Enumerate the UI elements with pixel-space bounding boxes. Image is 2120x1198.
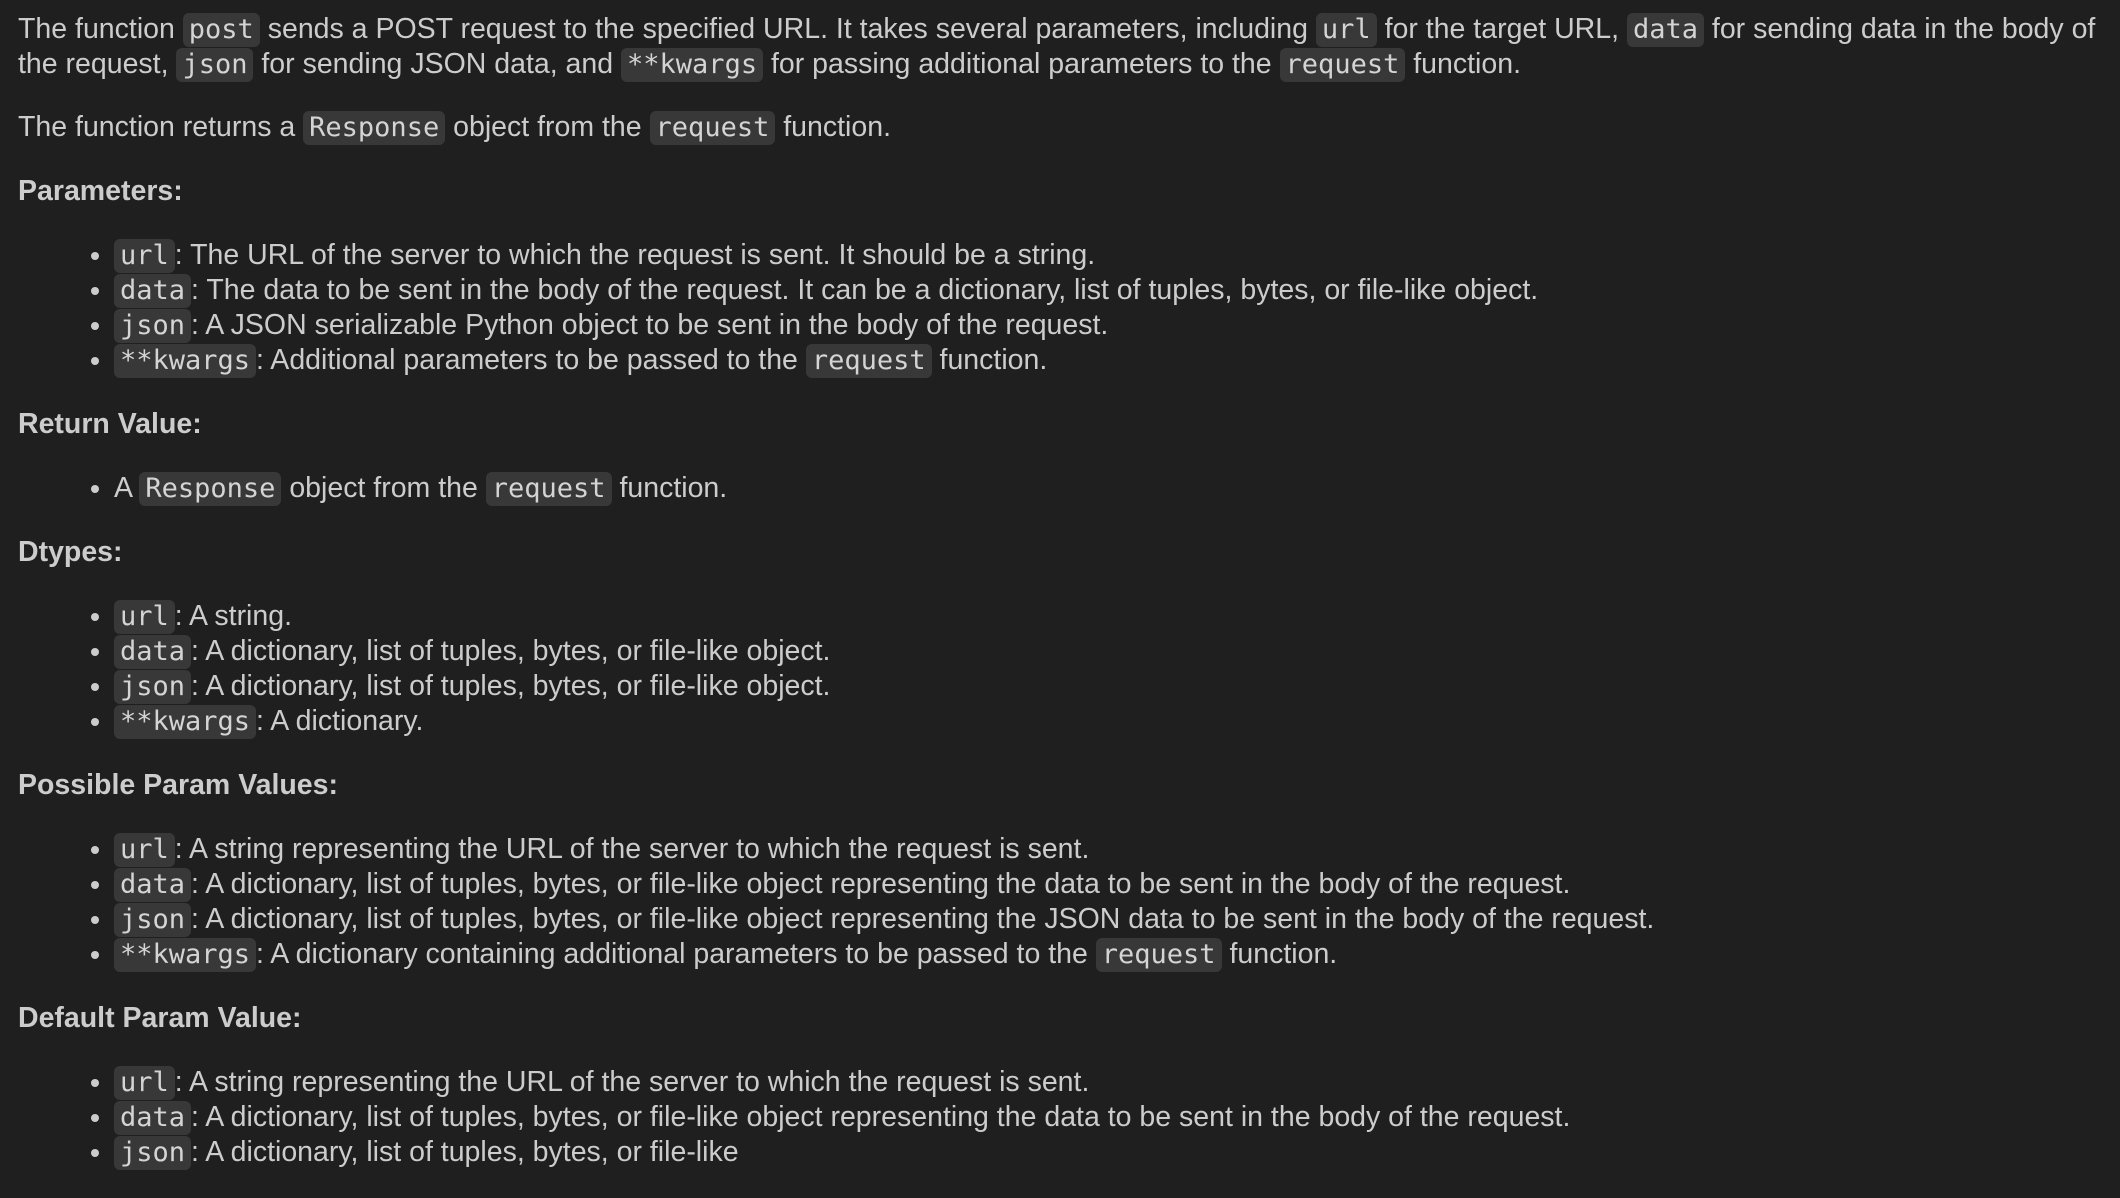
returns-text: function.	[775, 111, 891, 143]
item-text: : A dictionary, list of tuples, bytes, or file-like object.	[191, 635, 831, 667]
intro-paragraph	[18, 12, 2108, 82]
inline-code: request	[650, 111, 776, 145]
list-item	[114, 343, 2108, 378]
inline-code: data	[1627, 13, 1704, 47]
possible-values-heading: Possible Param Values:	[18, 769, 338, 801]
default-values-list	[18, 1065, 2108, 1170]
item-text: : Additional parameters to be passed to the	[256, 344, 806, 376]
parameters-list	[18, 238, 2108, 378]
inline-code: Response	[303, 111, 445, 145]
return-value-list	[18, 471, 2108, 506]
inline-code: data	[114, 1101, 191, 1135]
inline-code: url	[114, 1066, 175, 1100]
item-text: function.	[1221, 938, 1338, 970]
returns-text: The function returns a	[18, 111, 304, 143]
inline-code: request	[1280, 48, 1406, 82]
inline-code: **kwargs	[114, 344, 256, 378]
item-text: : A dictionary, list of tuples, bytes, or file-like object representing the data to be sent in the body of the request.	[191, 868, 1571, 900]
item-text: : A dictionary, list of tuples, bytes, or file-like	[191, 1136, 739, 1168]
inline-code: **kwargs	[621, 48, 763, 82]
inline-code: data	[114, 274, 191, 308]
returns-text: object from the	[445, 111, 650, 143]
item-text: : The data to be sent in the body of the request. It can be a dictionary, list of tuples, bytes, or file-like object.	[191, 274, 1539, 306]
list-item	[114, 867, 2108, 902]
inline-code: data	[114, 635, 191, 669]
item-text: : A dictionary, list of tuples, bytes, or file-like object representing the data to be sent in the body of the request.	[191, 1101, 1571, 1133]
inline-code: request	[1096, 938, 1222, 972]
item-text: : A string.	[174, 600, 293, 632]
list-item	[114, 1135, 2108, 1170]
list-item	[114, 471, 2108, 506]
possible-values-list	[18, 832, 2108, 972]
inline-code: json	[176, 48, 253, 82]
inline-code: json	[114, 903, 191, 937]
returns-paragraph	[18, 110, 2108, 145]
list-item	[114, 937, 2108, 972]
inline-code: request	[486, 472, 612, 506]
default-values-heading: Default Param Value:	[18, 1002, 302, 1034]
inline-code: json	[114, 309, 191, 343]
inline-code: Response	[139, 472, 281, 506]
inline-code: url	[114, 239, 175, 273]
dtypes-heading: Dtypes:	[18, 536, 123, 568]
list-item	[114, 308, 2108, 343]
inline-code: data	[114, 868, 191, 902]
inline-code: json	[114, 670, 191, 704]
intro-text: for passing additional parameters to the	[763, 48, 1280, 80]
item-text: : A string representing the URL of the server to which the request is sent.	[174, 833, 1090, 865]
list-item	[114, 669, 2108, 704]
inline-code: request	[806, 344, 932, 378]
parameters-heading: Parameters:	[18, 175, 183, 207]
item-text: function.	[611, 472, 728, 504]
item-text: object from the	[281, 472, 486, 504]
item-text: : A dictionary containing additional parameters to be passed to the	[256, 938, 1096, 970]
list-item	[114, 1100, 2108, 1135]
inline-code: url	[114, 833, 175, 867]
list-item	[114, 273, 2108, 308]
item-text: : A dictionary, list of tuples, bytes, or file-like object.	[191, 670, 831, 702]
intro-text: The function	[18, 13, 183, 45]
list-item	[114, 599, 2108, 634]
item-text: function.	[931, 344, 1048, 376]
list-item	[114, 238, 2108, 273]
intro-text: sends a POST request to the specified URL. It takes several parameters, including	[259, 13, 1316, 45]
item-text: : A dictionary.	[256, 705, 424, 737]
dtypes-list	[18, 599, 2108, 739]
inline-code: **kwargs	[114, 705, 256, 739]
list-item	[114, 1065, 2108, 1100]
inline-code: json	[114, 1136, 191, 1170]
list-item	[114, 634, 2108, 669]
inline-code: url	[1316, 13, 1377, 47]
item-text: : A dictionary, list of tuples, bytes, or file-like object representing the JSON data to be sent in the body of the request.	[191, 903, 1655, 935]
inline-code: **kwargs	[114, 938, 256, 972]
intro-text: for sending data in the body of the request,	[18, 13, 2096, 80]
doc-content	[18, 12, 2108, 1198]
intro-text: for the target URL,	[1376, 13, 1627, 45]
list-item	[114, 704, 2108, 739]
intro-text: function.	[1405, 48, 1521, 80]
list-item	[114, 902, 2108, 937]
inline-code: post	[183, 13, 260, 47]
list-item	[114, 832, 2108, 867]
inline-code: url	[114, 600, 175, 634]
item-text: : The URL of the server to which the request is sent. It should be a string.	[174, 239, 1096, 271]
return-value-heading: Return Value:	[18, 408, 202, 440]
item-text: A	[114, 472, 140, 504]
intro-text: for sending JSON data, and	[253, 48, 622, 80]
item-text: : A JSON serializable Python object to be sent in the body of the request.	[191, 309, 1109, 341]
item-text: : A string representing the URL of the server to which the request is sent.	[174, 1066, 1090, 1098]
